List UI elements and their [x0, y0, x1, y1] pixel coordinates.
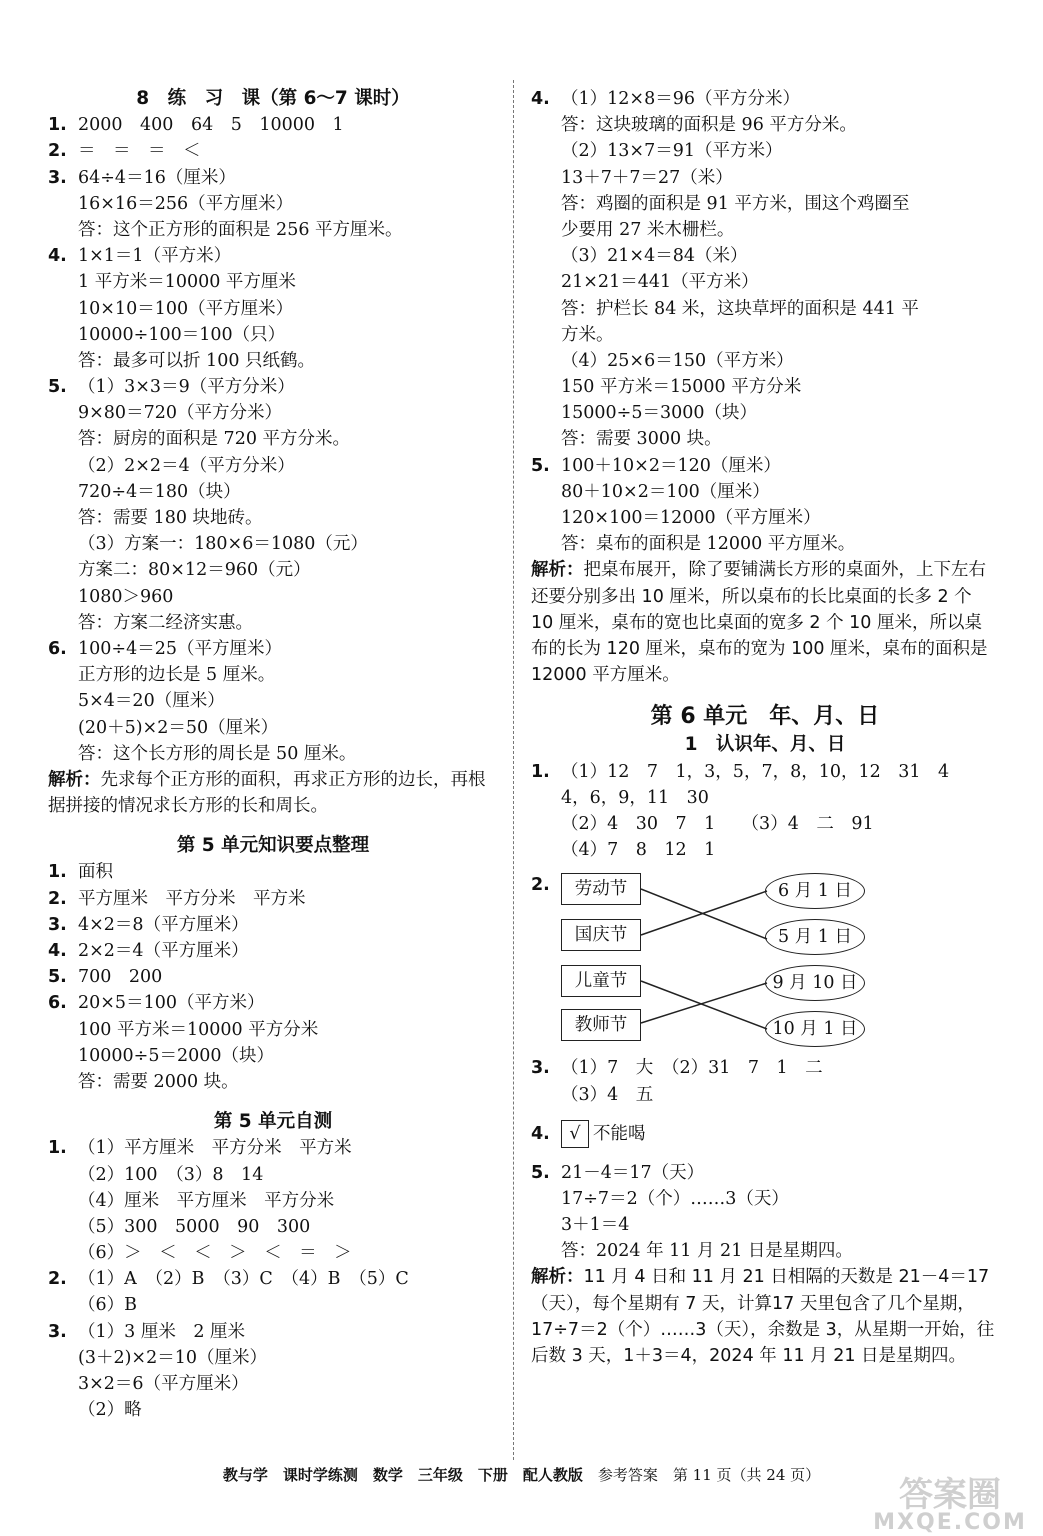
question-number: 5.	[48, 377, 67, 398]
answer-text: （1）A （2）B （3）C （4）B （5）C	[78, 1269, 409, 1290]
answer-text: （1）7 大 （2）31 7 1 二	[561, 1058, 823, 1079]
answer-line	[531, 86, 999, 112]
lesson-title: 1 认识年、月、日	[684, 734, 846, 756]
answer-line	[48, 269, 498, 295]
answer-text: 10000÷5＝2000（块）	[78, 1045, 275, 1066]
answer-line	[531, 837, 999, 863]
check-mark-box: √	[561, 1120, 589, 1148]
question-number: 3.	[48, 914, 67, 935]
watermark-url: MXQE.COM	[873, 1510, 1027, 1535]
answer-line	[531, 759, 999, 785]
answer-text: 2×2＝4（平方厘米）	[78, 941, 249, 962]
section-title-summary: 第 5 单元知识要点整理	[176, 835, 370, 857]
answer-line	[531, 165, 999, 191]
answer-line	[531, 426, 999, 452]
answer-text: （4）25×6＝150（平方米）	[561, 350, 794, 371]
question-number: 4.	[531, 89, 550, 109]
question-number: 5.	[531, 1162, 550, 1183]
holiday-label: 儿童节	[561, 965, 641, 997]
answer-text: 20×5＝100（平方米）	[78, 993, 265, 1014]
answer-text: 答：最多可以折 100 只纸鹤。	[78, 350, 316, 371]
unit-title: 第 6 单元 年、月、日	[650, 704, 880, 730]
answer-line	[48, 1162, 498, 1188]
date-ellipse: 9 月 10 日	[765, 965, 865, 1001]
answer-text: 答：护栏长 84 米，这块草坪的面积是 441 平	[561, 298, 919, 319]
answer-text: 1080＞960	[78, 586, 174, 607]
answer-text: 5×4＝20（厘米）	[78, 691, 225, 712]
answer-line	[48, 990, 498, 1016]
answer-text: （1）12×8＝96（平方分米）	[561, 89, 800, 109]
practice-analysis	[48, 767, 498, 819]
holiday-label: 国庆节	[561, 919, 641, 951]
answer-text: 4×2＝8（平方厘米）	[78, 914, 249, 935]
answer-line	[48, 112, 498, 138]
answer-text: （2）13×7＝91（平方米）	[561, 141, 783, 162]
answer-line	[531, 269, 999, 295]
answer-line	[48, 531, 498, 557]
answer-text: 21－4＝17（天）	[561, 1162, 705, 1183]
answer-text: 1×1＝1（平方米）	[78, 246, 232, 267]
answer-line	[48, 1292, 498, 1318]
answer-text: 答：需要 2000 块。	[78, 1071, 239, 1092]
answer-line	[48, 938, 498, 964]
answer-line	[531, 505, 999, 531]
answer-text: 100 平方米＝10000 平方分米	[78, 1019, 319, 1040]
answer-line	[48, 964, 498, 990]
answer-text: 3＋1＝4	[561, 1215, 630, 1236]
left-column	[48, 86, 498, 1423]
area-answers-continued	[531, 86, 999, 557]
question-number: 5.	[531, 455, 550, 476]
answer-text: 120×100＝12000（平方厘米）	[561, 508, 821, 528]
answer-line	[48, 400, 498, 426]
answer-line	[48, 741, 498, 767]
answer-text: 面积	[78, 862, 113, 883]
answer-line	[48, 610, 498, 636]
watermark-logo	[865, 1475, 1035, 1535]
question-number: 1.	[531, 761, 550, 782]
answer-text: 方案二：80×12＝960（元）	[78, 560, 311, 581]
answer-text: 64÷4＝16（厘米）	[78, 167, 236, 188]
question-5-answers	[531, 1160, 999, 1265]
answer-text: 100＋10×2＝120（厘米）	[561, 455, 781, 476]
answer-text: ＝ ＝ ＝ ＜	[78, 141, 201, 162]
answer-line	[531, 217, 999, 243]
answer-text: 4，6，9，11 30	[561, 787, 709, 808]
answer-line	[48, 912, 498, 938]
analysis-label: 解析：	[531, 1267, 584, 1288]
answer-text: 答：厨房的面积是 720 平方分米。	[78, 429, 351, 450]
answer-text: （3）4 五	[561, 1084, 654, 1105]
answer-line	[48, 217, 498, 243]
answer-text: （4）厘米 平方厘米 平方分米	[78, 1190, 335, 1211]
answer-text: （2）2×2＝4（平方分米）	[78, 455, 295, 476]
answer-line	[48, 557, 498, 583]
answer-line	[531, 112, 999, 138]
answer-line	[48, 191, 498, 217]
analysis-label: 解析：	[531, 560, 584, 581]
answer-line	[48, 1069, 498, 1095]
answer-line	[48, 374, 498, 400]
answer-line	[48, 505, 498, 531]
answer-line	[48, 859, 498, 885]
answer-text: 13＋7＋7＝27（米）	[561, 167, 733, 188]
answer-line	[48, 636, 498, 662]
answer-line	[531, 785, 999, 811]
answer-line	[48, 138, 498, 164]
answer-text: 平方厘米 平方分米 平方米	[78, 888, 306, 909]
answer-text: 17÷7＝2（个）……3（天）	[561, 1188, 789, 1209]
answer-text: (20＋5)×2＝50（厘米）	[78, 717, 279, 738]
selftest-answers	[48, 1135, 498, 1423]
answer-text: （4）7 8 12 1	[561, 840, 716, 861]
answer-text: 答：这块玻璃的面积是 96 平方分米。	[561, 115, 857, 136]
date-ellipse: 6 月 1 日	[765, 873, 865, 909]
answer-line	[531, 1160, 999, 1186]
answer-text: （6）＞ ＜ ＜ ＞ ＜ ＝ ＞	[78, 1243, 352, 1264]
answer-text: 80＋10×2＝100（厘米）	[561, 481, 770, 502]
answer-text: （3）方案一：180×6＝1080（元）	[78, 534, 368, 555]
date-ellipse: 5 月 1 日	[765, 919, 865, 955]
answer-line	[531, 479, 999, 505]
analysis-label: 解析：	[48, 769, 101, 790]
watermark-title: 答案圈	[899, 1475, 1001, 1515]
answer-text: 15000÷5＝3000（块）	[561, 403, 758, 424]
question-4-answer	[531, 1118, 999, 1150]
answer-text: 答：需要 180 块地砖。	[78, 508, 263, 528]
answer-line	[531, 400, 999, 426]
question-number: 1.	[48, 115, 67, 136]
answer-line	[531, 453, 999, 479]
answer-line	[48, 1214, 498, 1240]
answer-line	[48, 662, 498, 688]
analysis-text: 11 月 4 日和 11 月 21 日相隔的天数是 21－4＝17（天），每个星期有 7 天，计算17 天里包含了几个星期，17÷7＝2（个）……3（天），余数是 3，从星期一开始，往后数 3 天，1＋3＝4，2024 年 11 月 21 日是星期四。	[531, 1267, 995, 1367]
answer-line	[531, 1212, 999, 1238]
question-3-answers	[531, 1055, 999, 1107]
answer-text: （3）21×4＝84（米）	[561, 246, 748, 267]
answer-line	[531, 138, 999, 164]
answer-text: （1）3×3＝9（平方分米）	[78, 377, 295, 398]
answer-line	[48, 715, 498, 741]
answer-line	[48, 243, 498, 269]
answer-text: 少要用 27 米木栅栏。	[561, 219, 735, 240]
answer-line	[48, 1135, 498, 1161]
question-1-answers	[531, 759, 999, 864]
answer-text: 答：需要 3000 块。	[561, 429, 722, 450]
answer-text: 720÷4＝180（块）	[78, 481, 241, 502]
answer-line	[48, 453, 498, 479]
answer-text: （1）3 厘米 2 厘米	[78, 1321, 246, 1342]
practice-answers	[48, 112, 498, 767]
analysis-text: 先求每个正方形的面积，再求正方形的边长，再根据拼接的情况求长方形的长和周长。	[48, 769, 486, 817]
answer-line	[48, 1397, 498, 1423]
answer-text: 2000 400 64 5 10000 1	[78, 115, 344, 136]
answer-line	[48, 1371, 498, 1397]
answer-text: 9×80＝720（平方分米）	[78, 403, 282, 424]
answer-text: 10000÷100＝100（只）	[78, 324, 286, 345]
analysis-text: 把桌布展开，除了要铺满长方形的桌面外，上下左右还要分别多出 10 厘米，所以桌布的长比桌面的长多 2 个 10 厘米，桌布的宽也比桌面的宽多 2 个 10 厘米，所以桌布的长为 120 厘米，桌布的宽为 100 厘米，桌布的面积是 12000 平方厘米。	[531, 560, 988, 686]
answer-line	[48, 1240, 498, 1266]
answer-line	[48, 1188, 498, 1214]
answer-text: 21×21＝441（平方米）	[561, 272, 759, 293]
answer-line	[531, 1082, 999, 1108]
answer-text: 16×16＝256（平方厘米）	[78, 193, 294, 214]
answer-text: 答：鸡圈的面积是 91 平方米，围这个鸡圈至	[561, 193, 910, 214]
question-number: 6.	[48, 993, 67, 1014]
answer-line	[48, 1266, 498, 1292]
question-number: 4.	[48, 941, 67, 962]
question-number: 1.	[48, 862, 67, 883]
answer-line	[48, 479, 498, 505]
answer-text: 10×10＝100（平方厘米）	[78, 298, 294, 319]
answer-line	[48, 688, 498, 714]
answer-text: （2）100 （3）8 14	[78, 1164, 264, 1185]
section-title-selftest: 第 5 单元自测	[213, 1111, 333, 1133]
answer-line	[48, 322, 498, 348]
right-column	[531, 86, 999, 1369]
answer-text: 方米。	[561, 324, 614, 345]
answer-text: （2）4 30 7 1 （3）4 二 91	[561, 813, 874, 834]
footer-page-number: 参考答案 第 11 页（共 24 页）	[597, 1466, 821, 1484]
answer-text: 答：方案二经济实惠。	[78, 612, 253, 633]
answer-line	[531, 1055, 999, 1081]
answer-text: 正方形的边长是 5 厘米。	[78, 665, 276, 686]
answer-text: （1）平方厘米 平方分米 平方米	[78, 1138, 352, 1159]
answer-text: 答：2024 年 11 月 21 日是星期四。	[561, 1241, 853, 1262]
question-number: 3.	[48, 167, 67, 188]
answer-line	[48, 426, 498, 452]
answer-text: （5）300 5000 90 300	[78, 1216, 311, 1237]
answer-line	[48, 348, 498, 374]
question-number: 2.	[531, 875, 550, 896]
weekday-analysis	[531, 1264, 999, 1369]
question-number: 2.	[48, 888, 67, 909]
answer-line	[531, 191, 999, 217]
question-number: 2.	[48, 141, 67, 162]
question-number: 4.	[531, 1123, 550, 1144]
answer-line	[48, 1017, 498, 1043]
answer-text: (3＋2)×2＝10（厘米）	[78, 1347, 267, 1368]
footer-brand: 教与学 课时学练测 数学 三年级 下册 配人教版	[222, 1466, 583, 1484]
match-line	[641, 891, 767, 935]
answer-text: 不能喝	[593, 1123, 646, 1144]
answer-line	[531, 1186, 999, 1212]
answer-line	[531, 811, 999, 837]
question-number: 6.	[48, 638, 67, 659]
column-divider	[513, 80, 514, 1460]
answer-line	[48, 296, 498, 322]
holiday-matching-diagram	[531, 869, 999, 1045]
answer-line	[531, 243, 999, 269]
answer-line	[48, 584, 498, 610]
section-title-practice: 8 练 习 课（第 6～7 课时）	[136, 88, 410, 109]
holiday-label: 教师节	[561, 1009, 641, 1041]
summary-answers	[48, 859, 498, 1095]
answer-text: 1 平方米＝10000 平方厘米	[78, 272, 296, 293]
answer-line	[48, 886, 498, 912]
question-number: 4.	[48, 246, 67, 267]
answer-text: （6）B	[78, 1295, 137, 1316]
holiday-label: 劳动节	[561, 873, 641, 905]
question-number: 1.	[48, 1138, 67, 1159]
match-line	[641, 981, 767, 1029]
answer-line	[531, 296, 999, 322]
answer-line	[48, 1319, 498, 1345]
question-number: 3.	[531, 1058, 550, 1079]
answer-text: 100÷4＝25（平方厘米）	[78, 638, 282, 659]
date-ellipse: 10 月 1 日	[765, 1011, 865, 1047]
answer-line	[48, 1345, 498, 1371]
question-number: 3.	[48, 1321, 67, 1342]
match-line	[641, 889, 767, 939]
answer-line	[531, 374, 999, 400]
answer-line	[48, 165, 498, 191]
answer-text: 150 平方米＝15000 平方分米	[561, 377, 802, 398]
answer-line	[531, 531, 999, 557]
answer-text: 3×2＝6（平方厘米）	[78, 1374, 249, 1395]
answer-text: 答：桌布的面积是 12000 平方厘米。	[561, 534, 856, 555]
question-number: 2.	[48, 1269, 67, 1290]
answer-text: 700 200	[78, 967, 163, 988]
answer-line	[531, 322, 999, 348]
answer-text: 答：这个长方形的周长是 50 厘米。	[78, 743, 357, 764]
tablecloth-analysis	[531, 557, 999, 688]
answer-text: 答：这个正方形的面积是 256 平方厘米。	[78, 219, 403, 240]
answer-line	[48, 1043, 498, 1069]
question-number: 5.	[48, 967, 67, 988]
answer-text: （1）12 7 1，3，5，7，8，10，12 31 4	[561, 761, 950, 782]
answer-text: （2）略	[78, 1400, 142, 1421]
answer-line	[531, 1238, 999, 1264]
answer-line	[531, 348, 999, 374]
